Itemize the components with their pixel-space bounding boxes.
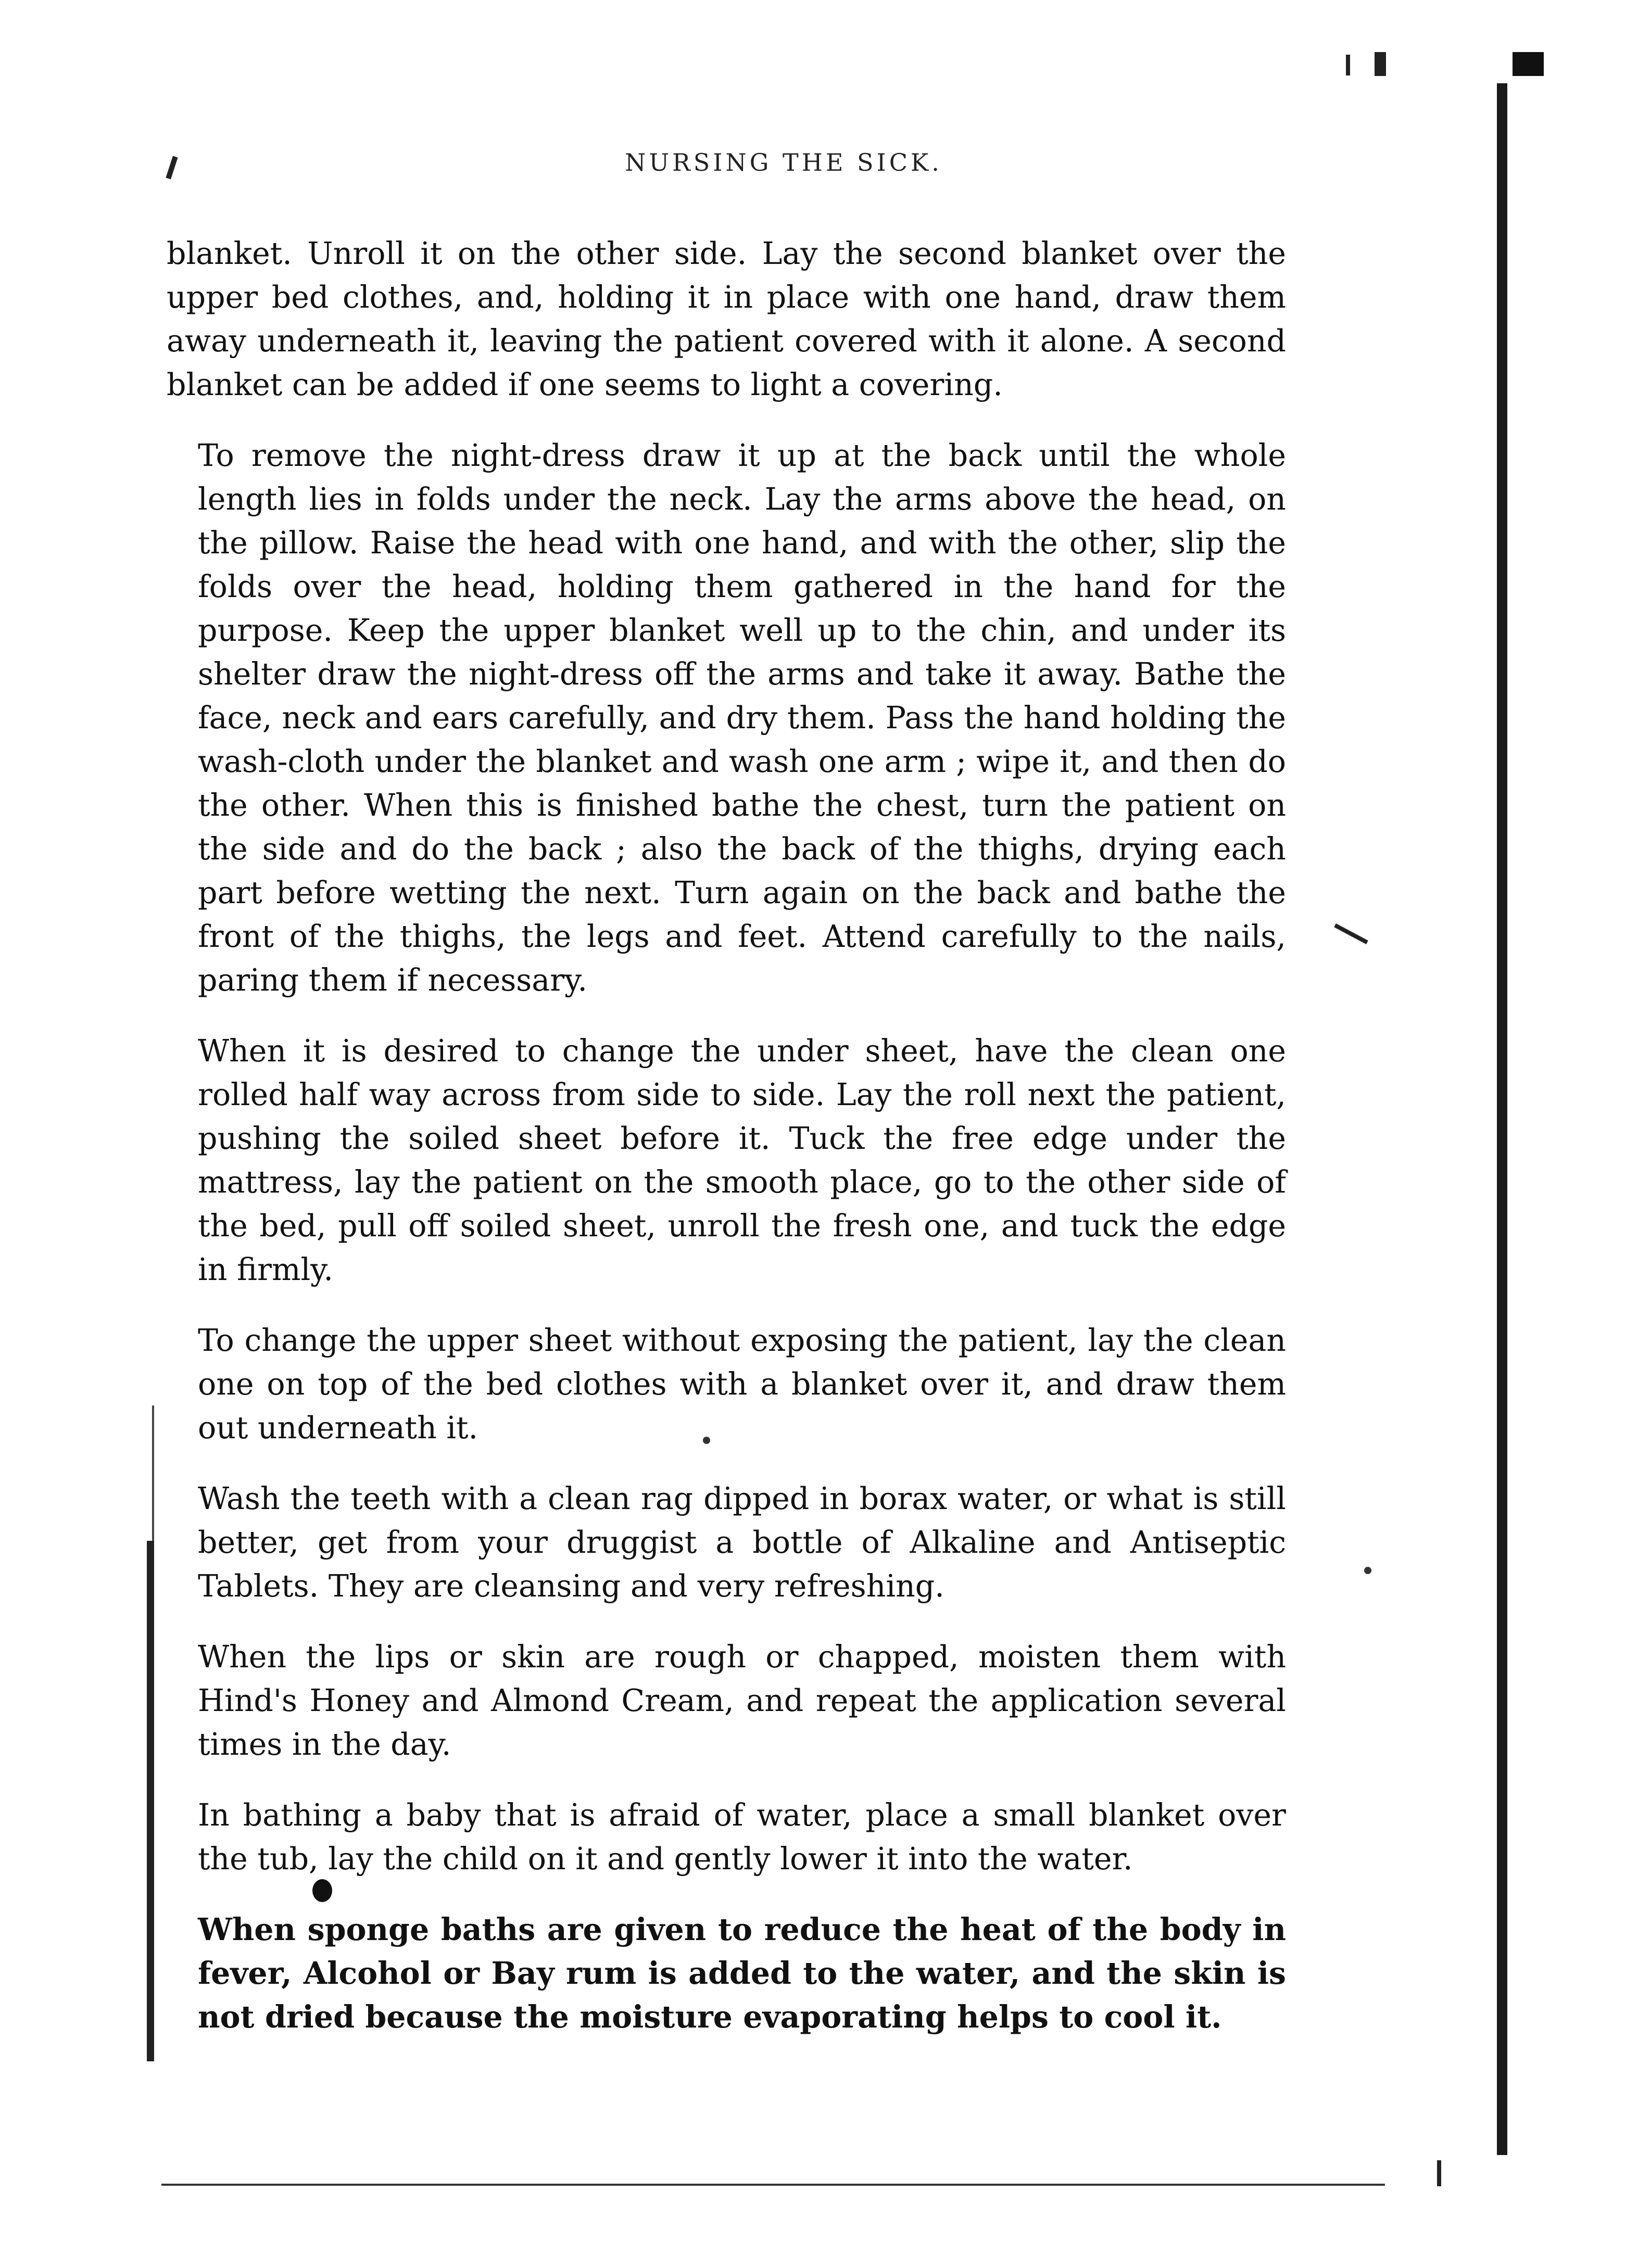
scan-mark <box>1437 2160 1441 2186</box>
scan-bottom-rule <box>161 2184 1385 2186</box>
paragraph: Wash the teeth with a clean rag dipped in borax water, or what is still better, get from your druggist a bottle of Alkaline and Antiseptic Tablets. They are cleansing and very refreshing. <box>198 1481 1286 1604</box>
scan-edge-rule-right <box>1497 83 1507 2155</box>
scan-edge-rule-left <box>147 1541 154 2061</box>
paragraph: In bathing a baby that is afraid of water, place a small blanket over the tub, lay the child on it and gently lower it into the water. <box>198 1797 1286 1877</box>
paragraph: To change the upper sheet without exposing the patient, lay the clean one on top of the bed clothes with a blanket over it, and draw them out underneath it. <box>198 1323 1286 1446</box>
scan-dot <box>1364 1567 1371 1574</box>
paragraph: When sponge baths are given to reduce the heat of the body in fever, Alcohol or Bay rum is added to the water, and the skin is not dried because the moisture evaporating helps to cool it. <box>198 1911 1286 2035</box>
scan-corner-mark <box>1513 52 1544 76</box>
paragraph: To remove the night-dress draw it up at the back until the whole length lies in folds under the neck. Lay the arms above the head, on the pillow. Raise the head with one hand, and with the other, slip the folds over the head, holding them gathered in the hand for the purpose. Keep the upper blanket well up to the chin, and under its shelter draw the night-dress off the arms and take it away. Bathe the face, neck and ears carefully, and dry them. Pass the hand holding the wash-cloth under the blanket and wash one arm ; wipe it, and then do the other. When this is finished bathe the chest, turn the patient on the side and do the back ; also the back of the thighs, drying each part before wetting the next. Turn again on the back and bathe the front of the thighs, the legs and feet. Attend carefully to the nails, paring them if necessary. <box>198 438 1286 998</box>
scan-mark <box>1375 52 1386 76</box>
body-text <box>167 232 1286 2066</box>
scan-mark <box>1334 923 1368 944</box>
scan-mark <box>1346 55 1350 75</box>
running-head: NURSING THE SICK. <box>625 148 942 176</box>
scan-mark <box>166 156 178 180</box>
paragraph: When the lips or skin are rough or chapped, moisten them with Hind's Honey and Almond Cream, and repeat the application several times in the day. <box>198 1639 1286 1762</box>
scan-edge-rule-left-thin <box>152 1405 154 1541</box>
paragraph: blanket. Unroll it on the other side. Lay the second blanket over the upper bed clothes, and, holding it in place with one hand, draw them away underneath it, leaving the patient covered with it alone. A second blanket can be added if one seems to light a covering. <box>167 236 1286 402</box>
paragraph: When it is desired to change the under sheet, have the clean one rolled half way across from side to side. Lay the roll next the patient, pushing the soiled sheet before it. Tuck the free edge under the mattress, lay the patient on the smooth place, go to the other side of the bed, pull off soiled sheet, unroll the fresh one, and tuck the edge in firmly. <box>198 1033 1286 1287</box>
